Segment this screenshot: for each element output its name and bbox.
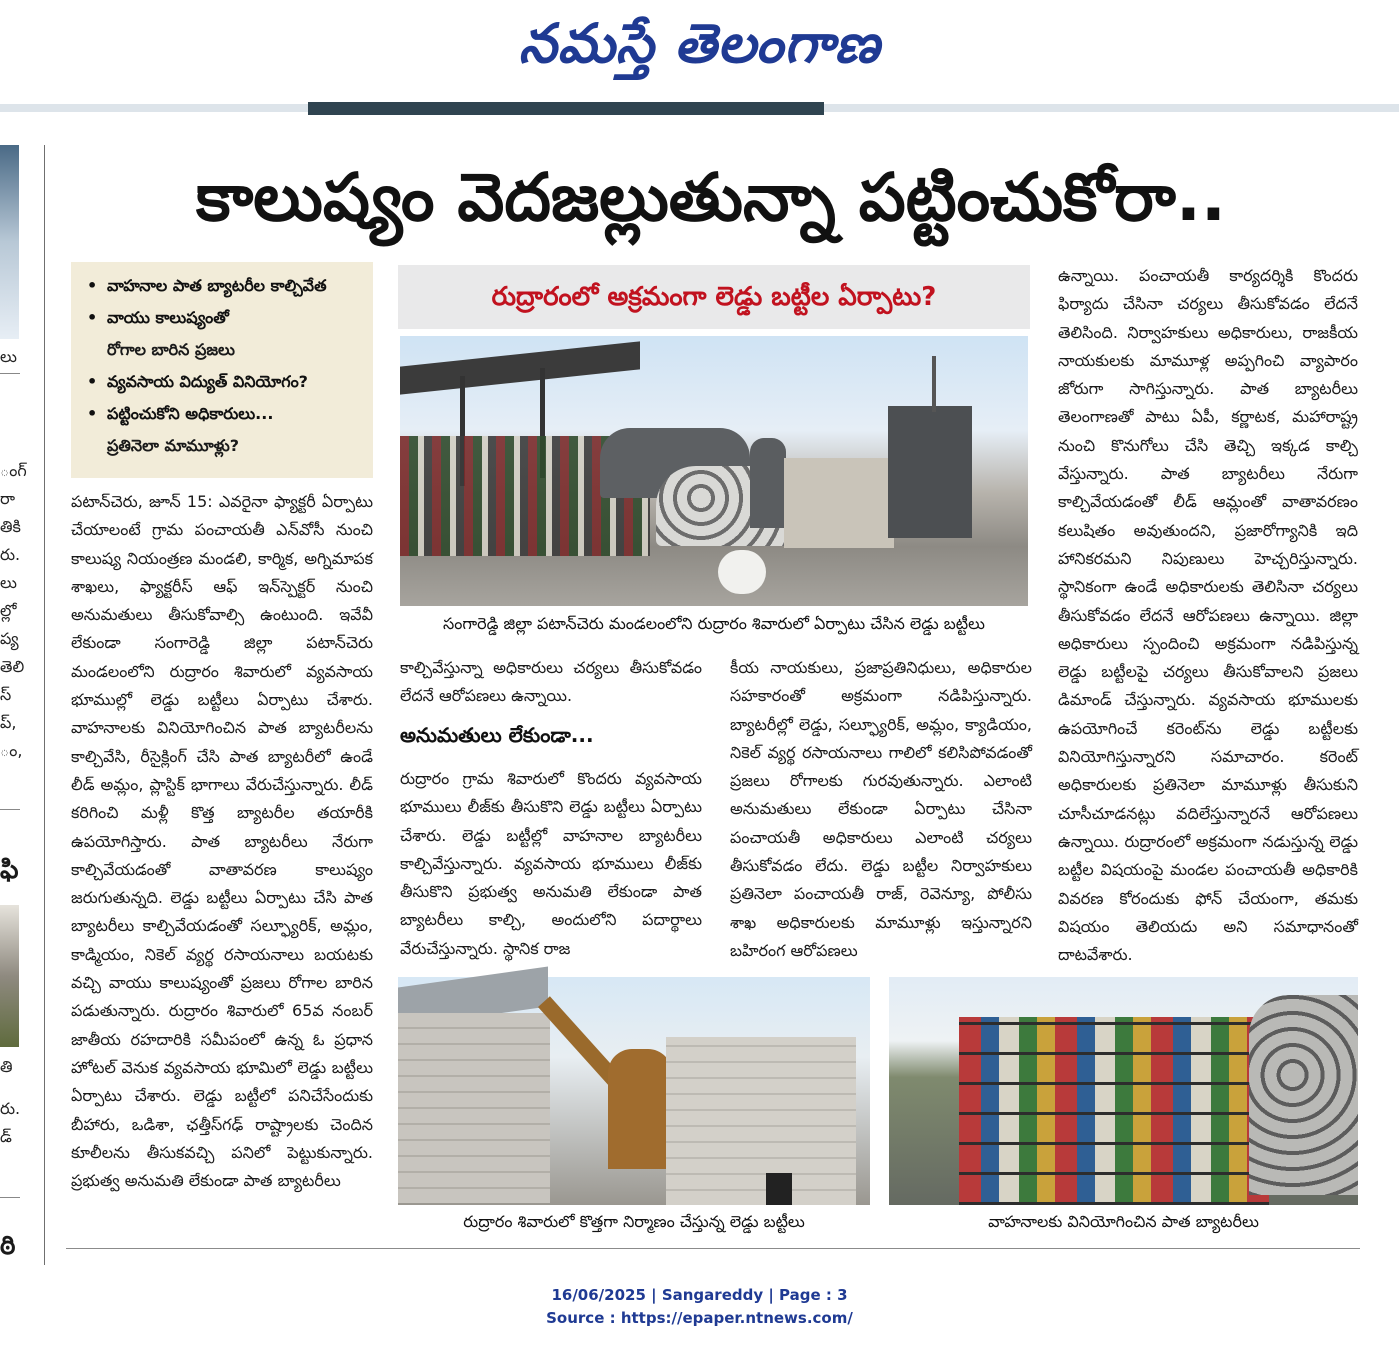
highlight-text: వ్యవసాయ విద్యుత్ వినియోగం? — [107, 372, 308, 391]
adjacent-text: రు. — [0, 545, 21, 564]
battery-stack-shape — [959, 1017, 1269, 1205]
batteries-photo-caption: వాహనాలకు వినియోగించిన పాత బ్యాటరీలు — [988, 1212, 1259, 1231]
wall-shape — [784, 458, 894, 548]
article-column-4: ఉన్నాయి. పంచాయతీ కార్యదర్శికి కొందరు ఫిర్యాదు చేసినా చర్యలు తీసుకోవడం లేదనే తెలిసింది. నిర్వాహకులు అధికారులు, రాజకీయ నాయకులకు మామూళ్ల అప్పగించి వ్యాపారం జోరుగా సాగిస్తున్నారు. పాత బ్యాటరీలు తెలంగాణతో పాటు ఏపీ, కర్ణాటక, మహారాష్ట్ర నుంచి కొనుగోలు చేసి తెచ్చి ఇక్కడ కాల్చి వేస్తున్నారు. పాత బ్యాటరీలు నేరుగా కాల్చివేయడంతో లీడ్ ఆమ్లంతో వాతావరణం కలుషితం అవుతుందని, ప్రజారోగ్యానికి ఇది హానికరమని నిపుణులు హెచ్చరిస్తున్నారు. స్థానికంగా ఉండే అధికారులకు తెలిసినా చర్యలు తీసుకోవడం లేదనే ఆరోపణలు ఉన్నాయి. జిల్లా అధికారులు స్పందించి అక్రమంగా నడిపిస్తున్న లెడ్డు బట్టీలపై చర్యలు తీసుకోవాలని ప్రజలు డిమాండ్ చేస్తున్నారు. వ్యవసాయ భూములకు ఉపయోగించే కరెంట్‌ను లెడ్డు బట్టీలకు వినియోగిస్తున్నారని సమాచారం. కరెంట్ అధికారులకు ప్రతినెలా మామూళ్లు తీసుకుని చూసీచూడనట్లు వదిలేస్తున్నారనే ఆరోపణలు ఉన్నాయి. రుద్రారంలో అక్రమంగా నడుస్తున్న లెడ్డు బట్టీల విషయంపై మండల పంచాయతీ అధికారికి వివరణ కోరందుకు ఫోన్ చేయంగా, తమకు విషయం తెలియదు అని సమాధానంతో దాటవేశారు. — [1058, 266, 1358, 965]
highlight-text: రోగాల బారిన ప్రజలు — [107, 340, 235, 359]
article-column-2-intro: కాల్చివేస్తున్నా అధికారులు చర్యలు తీసుకోవడం లేదనే ఆరోపణలు ఉన్నాయి. — [400, 658, 702, 706]
article-column-1: పటాన్‌చెరు, జూన్ 15: ఎవరైనా ఫ్యాక్టరీ ఏర్పాటు చేయాలంటే గ్రామ పంచాయతీ ఎన్‌వోసీ నుంచి కాలుష్య నియంత్రణ మండలి, కార్మిక, అగ్నిమాపక శాఖలు, ఫ్యాక్టరీస్ ఆఫ్ ఇన్‌స్పెక్టర్ నుంచి అనుమతులు తీసుకోవాల్సి ఉంటుంది. ఇవేవీ లేకుండా సంగారెడ్డి జిల్లా పటాన్‌చెరు మండలంలోని రుద్రారం శివారులో వ్యవసాయ భూముల్లో లెడ్డు బట్టీలు ఏర్పాటు చేశారు. వాహనాలకు వినియోగించిన పాత బ్యాటరీలను కాల్చివేసి, రీసైక్లింగ్ చేసి పాత బ్యాటరీలో ఉండే లీడ్ అమ్లం, ప్లాస్టిక్ భాగాలు వేరుచేస్తున్నారు. లీడ్ కరిగించి మళ్లీ కొత్త బ్యాటరీల తయారీకి ఉపయోగిస్తారు. పాత బ్యాటరీలు నేరుగా కాల్చివేయడంతో వాతావరణ కాలుష్యం జరుగుతున్నది. లెడ్డు బట్టీలు ఏర్పాటు చేసి పాత బ్యాటరీలు కాల్చివేయడంతో సల్ఫ్యూరిక్, అమ్లం, కాడ్మియం, నికెల్ వ్యర్థ రసాయనాలు బయటకు వచ్చి వాయు కాలుష్యంతో ప్రజలు రోగాల బారిన పడుతున్నారు. రుద్రారం శివారులో 65వ నంబర్ జాతీయ రహదారికి సమీపంలో ఉన్న ఓ ప్రధాన హోటల్ వెనుక వ్యవసాయ భూమిలో లెడ్డు బట్టీలు ఏర్పాటు చేశారు. లెడ్డు బట్టీలో పనిచేసేందుకు బీహారు, ఒడిశా, ఛత్తీస్‌గఢ్ రాష్ట్రాలకు చెందిన కూలీలను తీసుకవచ్చి పనిలో పెట్టుకున్నారు. ప్రభుత్వ అనుమతి లేకుండా పాత బ్యాటరీలు — [71, 492, 373, 1191]
adjacent-text: లు — [0, 573, 17, 592]
highlight-item — [85, 270, 365, 302]
cyclone-shape — [608, 1049, 672, 1169]
adjacent-text: లు — [0, 347, 17, 366]
main-photo-caption: సంగారెడ్డి జిల్లా పటాన్‌చెరు మండలంలోని రుద్రారం శివారులో ఏర్పాటు చేసిన లెడ్డు బట్టీలు — [443, 614, 985, 633]
adjacent-photo — [0, 145, 19, 339]
adjacent-text: రా — [0, 489, 15, 508]
highlight-item — [85, 302, 365, 334]
article-column-3: కీయ నాయకులు, ప్రజాప్రతినిధులు, అధికారుల సహకారంతో అక్రమంగా నడిపిస్తున్నారు. బ్యాటరీల్లో లెడ్డు, సల్ఫ్యూరిక్, అమ్లం, క్యాడియం, నికెల్ వ్యర్థ రసాయనాలు గాలిలో కలిసిపోవడంతో ప్రజలు రోగాలకు గురవుతున్నారు. ఎలాంటి అనుమతులు లేకుండా ఏర్పాటు చేసినా పంచాయతీ అధికారులు ఎలాంటి చర్యలు తీసుకోవడం లేదు. లెడ్డు బట్టీల నిర్వాహకులు ప్రతినెలా పంచాయతీ రాజ్, రెవెన్యూ, పోలీసు శాఖ అధికారులకు మామూళ్లు ఇస్తున్నారని బహిరంగ ఆరోపణలు — [730, 658, 1032, 960]
adjacent-text: ంగ్ — [0, 461, 27, 480]
footer-dateline: 16/06/2025 | Sangareddy | Page : 3 — [551, 1286, 848, 1304]
section-subheading: అనుమతులు లేకుండా... — [400, 723, 594, 747]
article-bottom-rule — [66, 1248, 1360, 1249]
article-column-2: రుద్రారం గ్రామ శివారులో కొందరు వ్యవసాయ భూములు లీజ్‌కు తీసుకొని లెడ్డు బట్టీలు ఏర్పాటు చేశారు. లెడ్డు బట్టీల్లో వాహనాల బ్యాటరీలు కాల్చివేస్తున్నారు. వ్యవసాయ భూములు లీజ్‌కు తీసుకొని ప్రభుత్వ అనుమతి లేకుండా పాత బ్యాటరీలు కాల్చి, అందులోని పదార్థాలు వేరుచేస్తున్నారు. స్థానిక రాజ — [400, 769, 702, 958]
adjacent-text: రు. — [0, 1099, 21, 1118]
bullet-icon: • — [87, 372, 98, 391]
highlight-text: వాయు కాలుష్యంతో — [107, 308, 229, 327]
adjacent-text: స్ — [0, 685, 12, 704]
main-photo — [400, 336, 1028, 606]
highlights-box — [71, 262, 373, 478]
adjacent-rule — [0, 809, 20, 810]
adjacent-text: ం, — [0, 741, 23, 760]
chimney-shape — [932, 356, 936, 412]
bag-shape — [718, 550, 766, 594]
pipe-shape — [750, 438, 786, 528]
shed-roof-shape — [400, 341, 640, 394]
masthead — [0, 0, 1399, 100]
column-divider — [44, 145, 45, 1265]
furnace-shape — [888, 406, 972, 538]
adjacent-photo — [0, 905, 19, 1047]
adjacent-text: ప్, — [0, 713, 17, 732]
masthead-logo: నమస్తే తెలంగాణ — [518, 11, 881, 75]
kiln-door-shape — [766, 1173, 792, 1205]
adjacent-rule — [0, 1197, 20, 1198]
bullet-icon: • — [87, 308, 98, 327]
adjacent-text: తి — [0, 1057, 13, 1076]
adjacent-heading: ఠి — [0, 1231, 16, 1261]
highlight-text: ప్రతినెలా మామూళ్లు? — [107, 436, 240, 455]
footer-source-link[interactable]: Source : https://epaper.ntnews.com/ — [546, 1309, 853, 1327]
highlight-text: పట్టించుకోని అధికారులు... — [107, 404, 274, 423]
adjacent-article-strip — [0, 145, 27, 1265]
adjacent-text: ప్య — [0, 629, 19, 648]
highlight-text: వాహనాల పాత బ్యాటరీల కాల్చివేత — [107, 276, 327, 295]
bullet-icon: • — [87, 276, 98, 295]
brick-wall-shape — [398, 1013, 550, 1203]
kilns-photo — [398, 977, 870, 1205]
kilns-photo-caption: రుద్రారం శివారులో కొత్తగా నిర్మాణం చేస్తున్న లెడ్డు బట్టీలు — [463, 1212, 805, 1231]
article-headline: కాలుష్యం వెదజల్లుతున్నా పట్టించుకోరా.. — [196, 159, 1226, 236]
sack-pile-shape — [1249, 995, 1358, 1195]
adjacent-text: ల్లో — [0, 601, 17, 620]
masthead-accent-bar — [308, 102, 824, 115]
article-subheadline: రుద్రారంలో అక్రమంగా లెడ్డు బట్టీల ఏర్పాటు? — [398, 265, 1030, 329]
adjacent-heading: ఫి — [0, 855, 19, 885]
highlight-item — [85, 398, 365, 430]
adjacent-text: తెలి — [0, 657, 25, 676]
batteries-photo — [889, 977, 1358, 1205]
highlight-item — [85, 366, 365, 398]
bullet-icon: • — [87, 404, 98, 423]
adjacent-rule — [0, 373, 20, 374]
adjacent-text: తికి — [0, 517, 21, 536]
brick-kiln-shape — [666, 1037, 856, 1205]
adjacent-text: డ్ — [0, 1127, 12, 1146]
